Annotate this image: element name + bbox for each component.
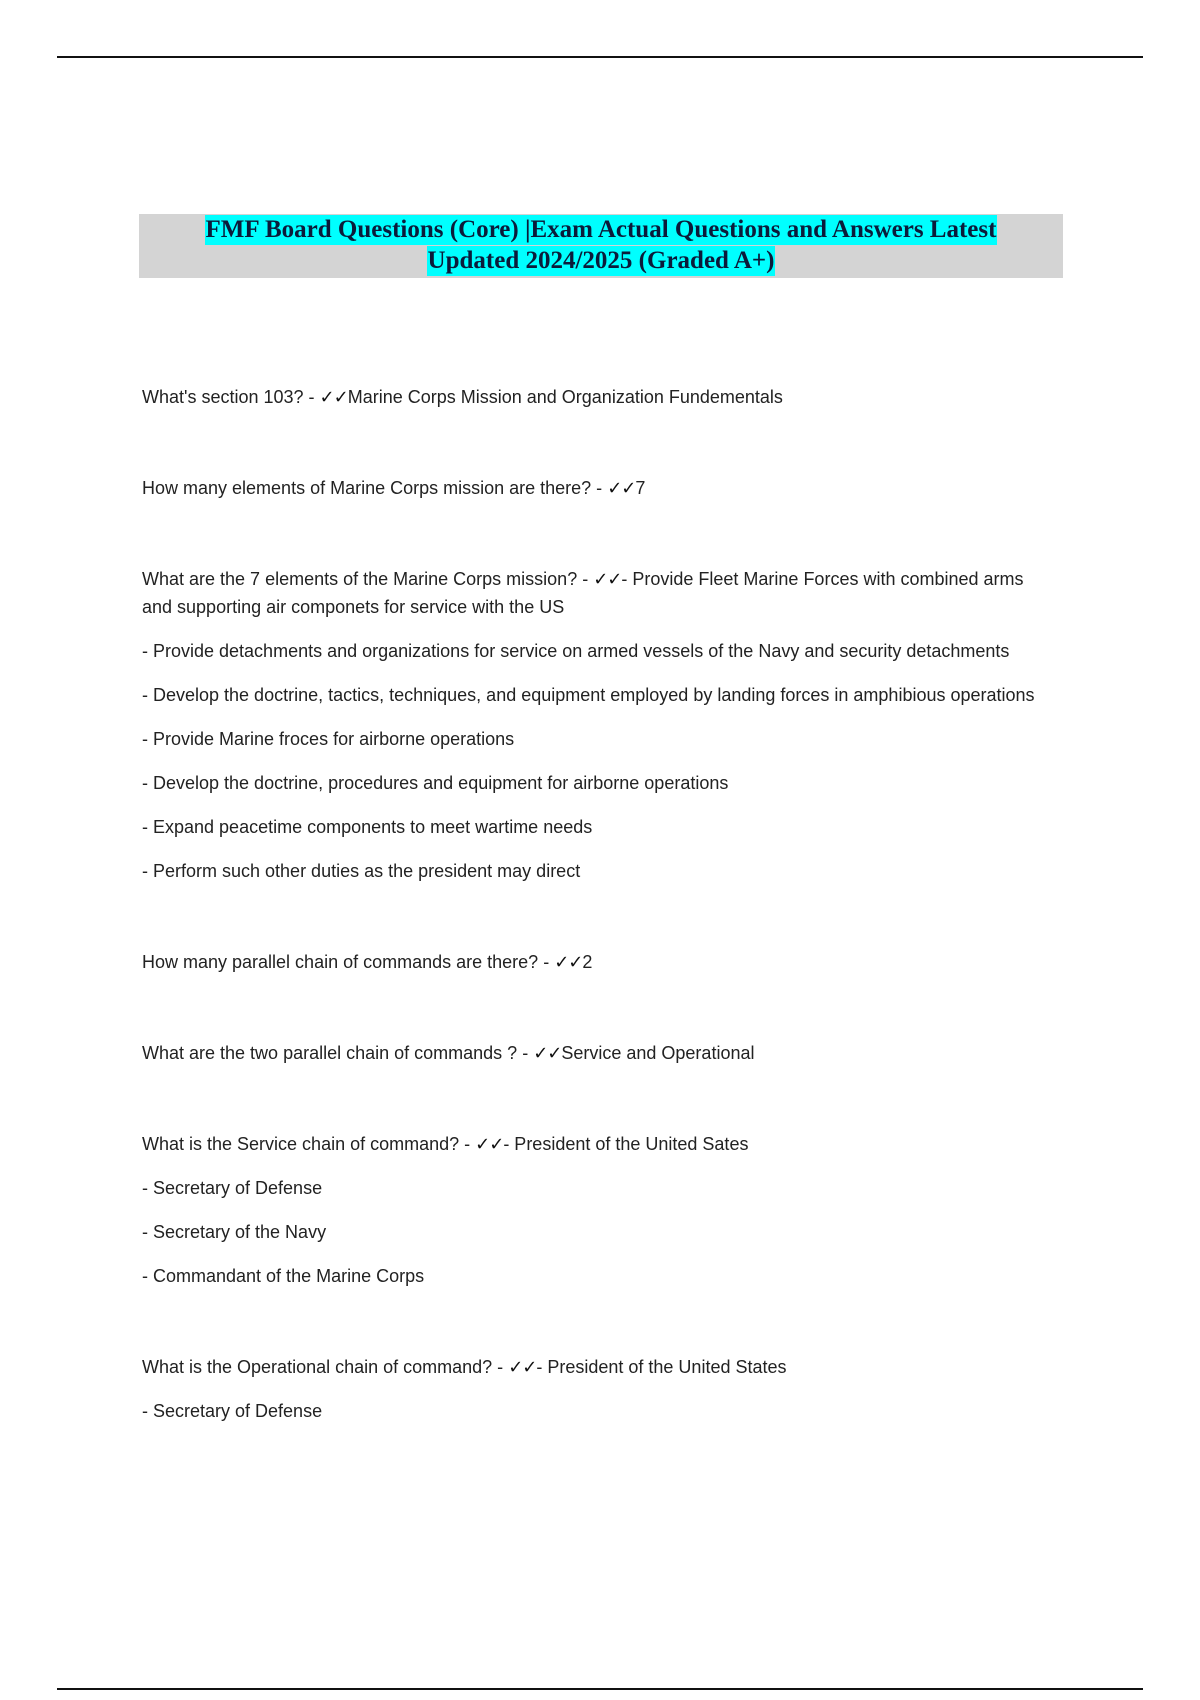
question-text: How many elements of Marine Corps mission are there? - — [142, 478, 608, 498]
question-text: What is the Operational chain of command? - — [142, 1357, 509, 1377]
qa-item-5 — [142, 1039, 1042, 1067]
bottom-rule — [57, 1688, 1143, 1690]
document-title-line-2: Updated 2024/2025 (Graded A+) — [427, 247, 775, 274]
double-check-icon: ✓✓ — [593, 569, 622, 589]
answer-text: 7 — [635, 478, 646, 498]
answer-list-item: - Perform such other duties as the president may direct — [142, 861, 581, 881]
document-title-line-1: FMF Board Questions (Core) |Exam Actual Questions and Answers Latest — [205, 216, 997, 243]
top-rule — [57, 56, 1143, 58]
qa-item-7 — [142, 1353, 1042, 1425]
qa-item-1 — [142, 383, 1042, 411]
qa-line — [142, 383, 1042, 411]
qa-item-2 — [142, 474, 1042, 502]
question-text: How many parallel chain of commands are there? - — [142, 952, 555, 972]
qa-line — [142, 474, 1042, 502]
answer-text: - President of the United States — [536, 1357, 787, 1377]
answer-list-item: - Provide Marine froces for airborne operations — [142, 729, 515, 749]
answer-list-item: - Secretary of Defense — [142, 1401, 323, 1421]
answer-list-item: - Secretary of the Navy — [142, 1222, 327, 1242]
answer-list-item: - Secretary of Defense — [142, 1178, 323, 1198]
double-check-icon: ✓✓ — [554, 952, 583, 972]
double-check-icon: ✓✓ — [319, 387, 348, 407]
answer-list-item: - Develop the doctrine, procedures and equipment for airborne operations — [142, 773, 729, 793]
answer-text: - Provide Fleet Marine Forces with combined arms and supporting air componets for service with the US — [142, 569, 1024, 617]
document-title-banner — [139, 214, 1063, 278]
question-text: What are the 7 elements of the Marine Corps mission? - — [142, 569, 594, 589]
double-check-icon: ✓✓ — [533, 1043, 562, 1063]
qa-item-4 — [142, 948, 1042, 976]
qa-line — [142, 1039, 1042, 1067]
double-check-icon: ✓✓ — [607, 478, 636, 498]
answer-text: 2 — [582, 952, 593, 972]
answer-list-item: - Develop the doctrine, tactics, techniques, and equipment employed by landing forces in amphibious operations — [142, 685, 1035, 705]
qa-line — [142, 1353, 1042, 1381]
qa-item-6 — [142, 1130, 1042, 1290]
qa-line — [142, 1130, 1042, 1158]
answer-text: Service and Operational — [561, 1043, 755, 1063]
double-check-icon: ✓✓ — [475, 1134, 504, 1154]
qa-line — [142, 948, 1042, 976]
answer-text: - President of the United Sates — [503, 1134, 749, 1154]
question-text: What's section 103? - — [142, 387, 320, 407]
answer-list-item: - Provide detachments and organizations for service on armed vessels of the Navy and security detachments — [142, 641, 1010, 661]
answer-list-item: - Expand peacetime components to meet wartime needs — [142, 817, 593, 837]
question-text: What is the Service chain of command? - — [142, 1134, 476, 1154]
answer-list-item: - Commandant of the Marine Corps — [142, 1266, 425, 1286]
qa-content — [142, 383, 1042, 1488]
qa-item-3 — [142, 565, 1042, 885]
qa-line — [142, 565, 1042, 621]
answer-text: Marine Corps Mission and Organization Fundementals — [347, 387, 783, 407]
double-check-icon: ✓✓ — [508, 1357, 537, 1377]
question-text: What are the two parallel chain of commands ? - — [142, 1043, 534, 1063]
